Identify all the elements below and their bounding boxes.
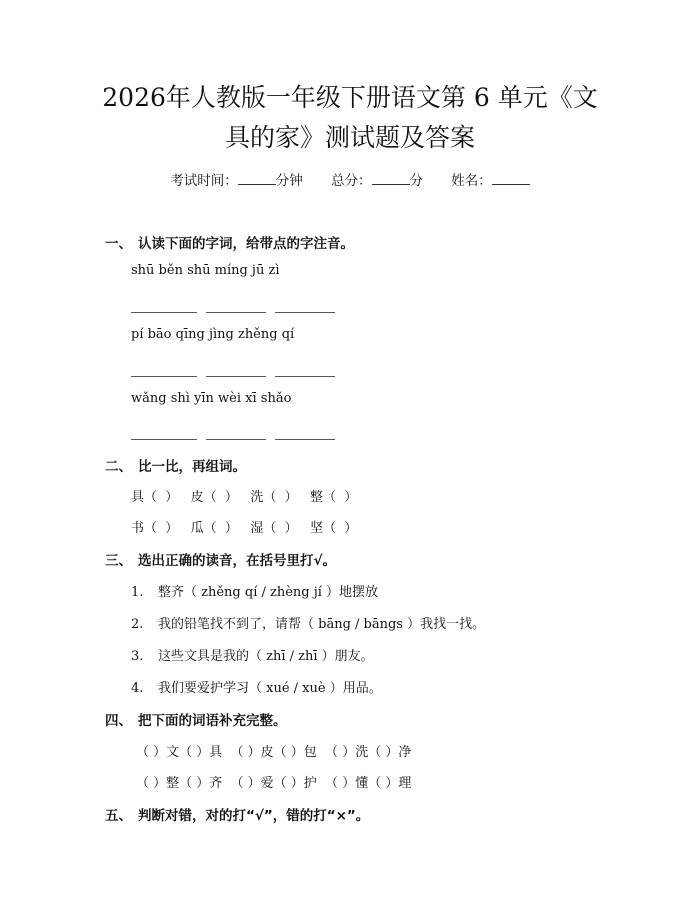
section-3-heading [105, 549, 336, 569]
answer-blank[interactable] [275, 302, 335, 313]
pinyin-line-1: shū běn shū míng jū zì [131, 263, 280, 278]
score-blank [372, 172, 410, 185]
compare-row-1: 具（ ） 皮（ ） 洗（ ） 整（ ） [131, 490, 358, 505]
answer-blank[interactable] [206, 302, 266, 313]
score-unit: 分 [409, 173, 423, 189]
section-title: 选出正确的读音，在括号里打√。 [138, 553, 337, 569]
score-label: 总分： [331, 173, 372, 189]
section-4-heading [105, 709, 287, 729]
answer-blanks-3 [131, 425, 344, 437]
name-blank [492, 172, 530, 185]
fill-row-2: （ ）整（ ）齐 （ ）爱（ ）护 （ ）懂（ ）理 [136, 776, 412, 791]
section-number: 二、 [105, 459, 132, 475]
question-text: 我的铅笔找不到了，请帮（ bāng / bāngs ）我找一找。 [158, 617, 486, 632]
section-number: 四、 [105, 713, 132, 729]
time-blank [238, 172, 276, 185]
section-2-heading [105, 455, 246, 475]
exam-info [0, 169, 700, 189]
pinyin-line-3: wǎng shì yīn wèi xī shǎo [131, 391, 292, 406]
answer-blank[interactable] [131, 366, 197, 377]
question-text: 这些文具是我的（ zhī / zhī ）朋友。 [158, 649, 374, 664]
section-5-heading [105, 804, 369, 824]
section-title: 认读下面的字词，给带点的字注音。 [138, 236, 354, 252]
answer-blank[interactable] [275, 429, 335, 440]
question-number: 1. [131, 585, 144, 600]
section-title: 把下面的词语补充完整。 [138, 713, 287, 729]
answer-blanks-1 [131, 298, 344, 310]
section-number: 三、 [105, 553, 132, 569]
section-title: 判断对错，对的打“√”，错的打“×”。 [138, 808, 370, 824]
reading-question-1 [131, 581, 378, 600]
question-text: 整齐（ zhěng qí / zhèng jí ）地摆放 [158, 585, 379, 600]
fill-row-1: （ ）文（ ）具 （ ）皮（ ）包 （ ）洗（ ）净 [136, 745, 412, 760]
title-line-2: 具的家》测试题及答案 [224, 123, 475, 152]
time-label: 考试时间： [170, 173, 238, 189]
answer-blank[interactable] [275, 366, 335, 377]
section-1-heading [105, 232, 354, 252]
name-label: 姓名： [451, 173, 492, 189]
question-number: 2. [131, 617, 144, 632]
reading-question-3 [131, 645, 374, 664]
page-title [60, 78, 640, 158]
question-text: 我们要爱护学习（ xué / xuè ）用品。 [158, 681, 382, 696]
answer-blank[interactable] [131, 429, 197, 440]
question-number: 3. [131, 649, 144, 664]
reading-question-2 [131, 613, 485, 632]
pinyin-line-2: pí bāo qīng jìng zhěng qí [131, 327, 295, 342]
answer-blank[interactable] [206, 429, 266, 440]
answer-blanks-2 [131, 362, 344, 374]
section-number: 五、 [105, 808, 132, 824]
question-number: 4. [131, 681, 144, 696]
title-line-1: 2026年人教版一年级下册语文第 6 单元《文 [102, 83, 598, 112]
section-title: 比一比，再组词。 [138, 459, 246, 475]
answer-blank[interactable] [131, 302, 197, 313]
reading-question-4 [131, 677, 382, 696]
compare-row-2: 书（ ） 瓜（ ） 湿（ ） 坚（ ） [131, 521, 358, 536]
answer-blank[interactable] [206, 366, 266, 377]
section-number: 一、 [105, 236, 132, 252]
time-unit: 分钟 [275, 173, 303, 189]
